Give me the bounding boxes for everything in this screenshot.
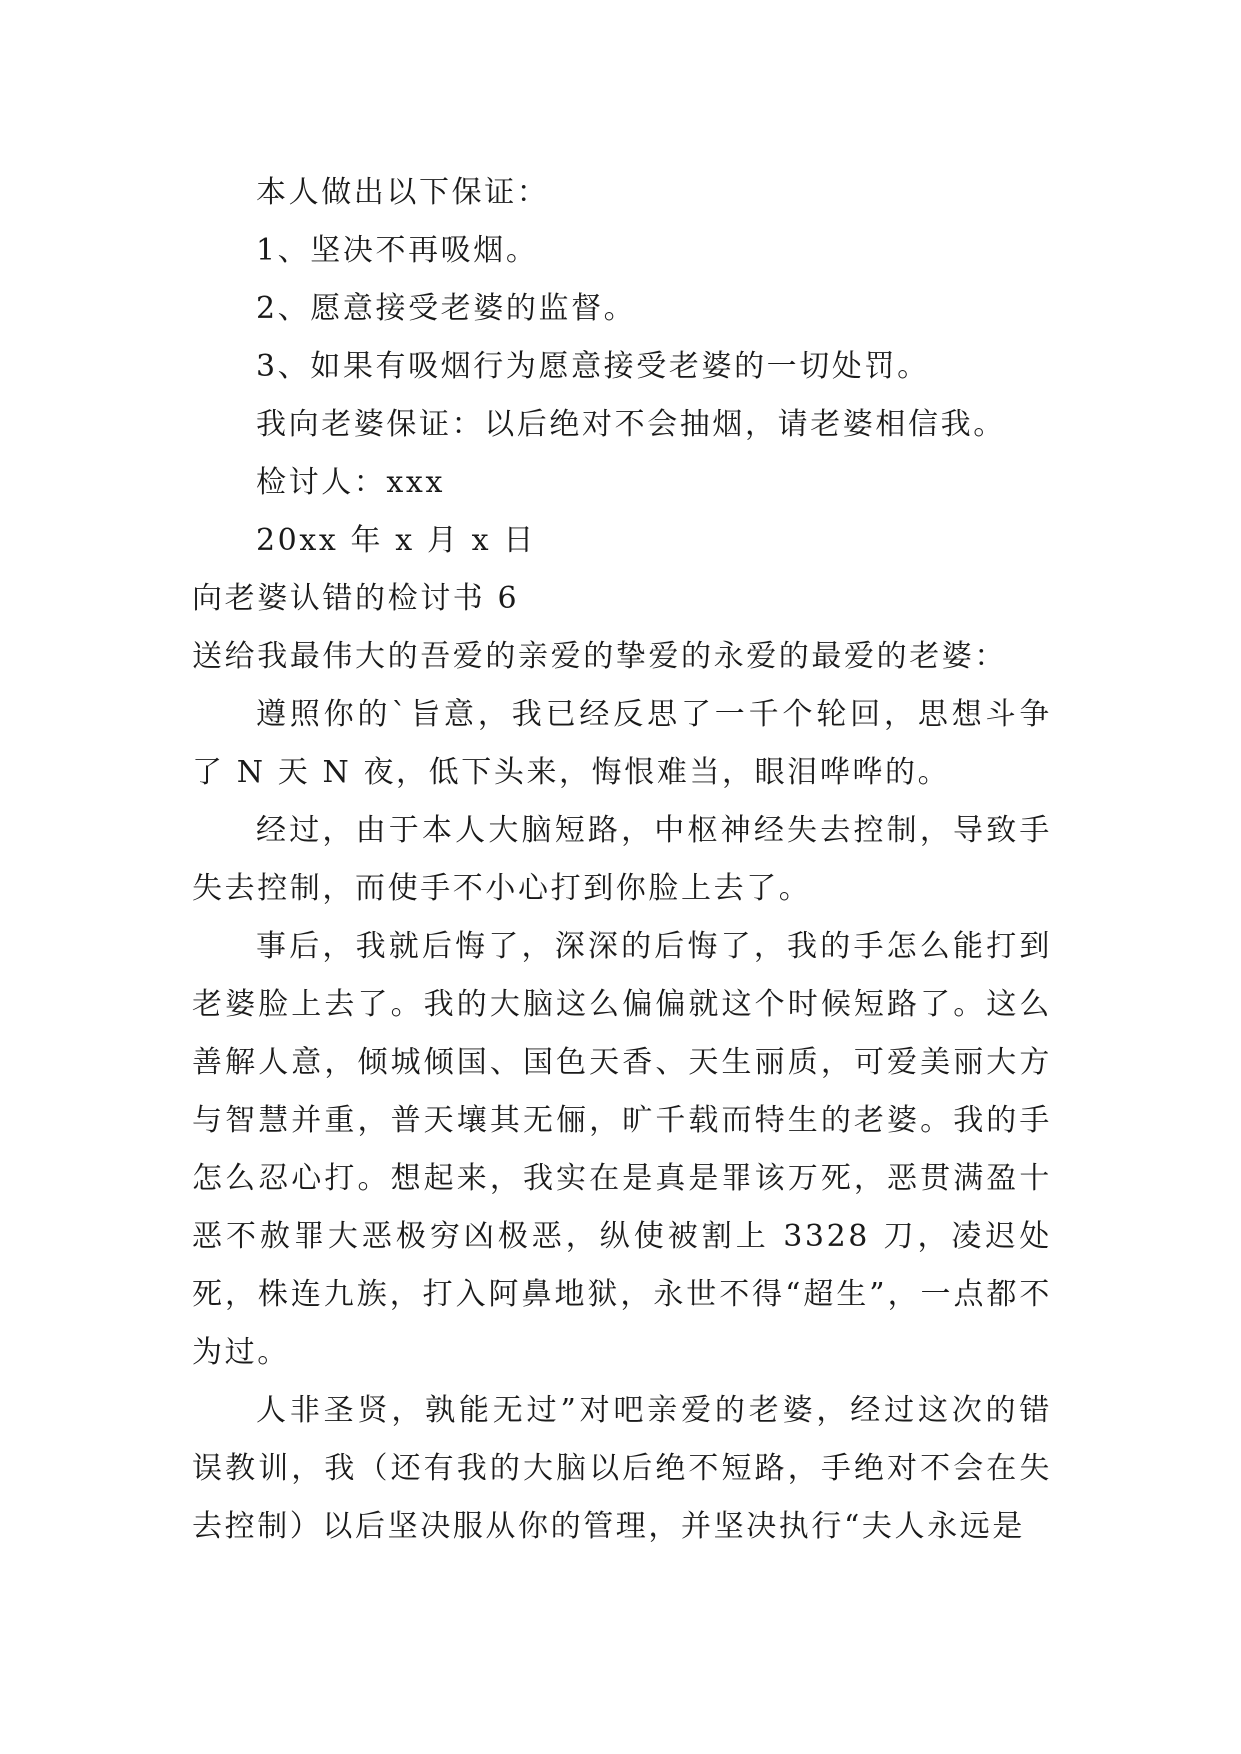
letter-paragraph-1: 遵照你的`旨意，我已经反思了一千个轮回，思想斗争了 N 天 N 夜，低下头来，悔恨难当，眼泪哗哗的。 [192, 697, 1052, 790]
letter-paragraph-3: 事后，我就后悔了，深深的后悔了，我的手怎么能打到老婆脸上去了。我的大脑这么偏偏就这个时候短路了。这么善解人意，倾城倾国、国色天香、天生丽质，可爱美丽大方与智慧并重，普天壤其无俪，旷千载而特生的老婆。我的手怎么忍心打。想起来，我实在是真是罪该万死，恶贯满盈十恶不赦罪大恶极穷凶极恶，纵使被割上 3328 刀，凌迟处死，株连九族，打入阿鼻地狱，永世不得“超生”，一点都不为过。 [192, 929, 1052, 1370]
letter-paragraph-4: 人非圣贤，孰能无过”对吧亲爱的老婆，经过这次的错误教训，我（还有我的大脑以后绝不短路，手绝对不会在失去控制）以后坚决服从你的管理，并坚决执行“夫人永远是 [192, 1393, 1052, 1544]
letter-title: 向老婆认错的检讨书 6 [192, 581, 520, 616]
pledge-item-1: 1、坚决不再吸烟。 [256, 233, 539, 268]
date-line: 20xx 年 x 月 x 日 [256, 523, 536, 558]
pledge-heading: 本人做出以下保证： [256, 175, 550, 210]
pledge-promise: 我向老婆保证：以后绝对不会抽烟，请老婆相信我。 [256, 407, 1006, 442]
document-body [192, 164, 1052, 1556]
pledge-item-2: 2、愿意接受老婆的监督。 [256, 291, 637, 326]
pledge-item-3: 3、如果有吸烟行为愿意接受老婆的一切处罚。 [256, 349, 930, 384]
letter-paragraph-2: 经过，由于本人大脑短路，中枢神经失去控制，导致手失去控制，而使手不小心打到你脸上去了。 [192, 813, 1052, 906]
signer-line: 检讨人：xxx [256, 465, 445, 500]
letter-salutation: 送给我最伟大的吾爱的亲爱的挚爱的永爱的最爱的老婆： [192, 639, 1007, 674]
